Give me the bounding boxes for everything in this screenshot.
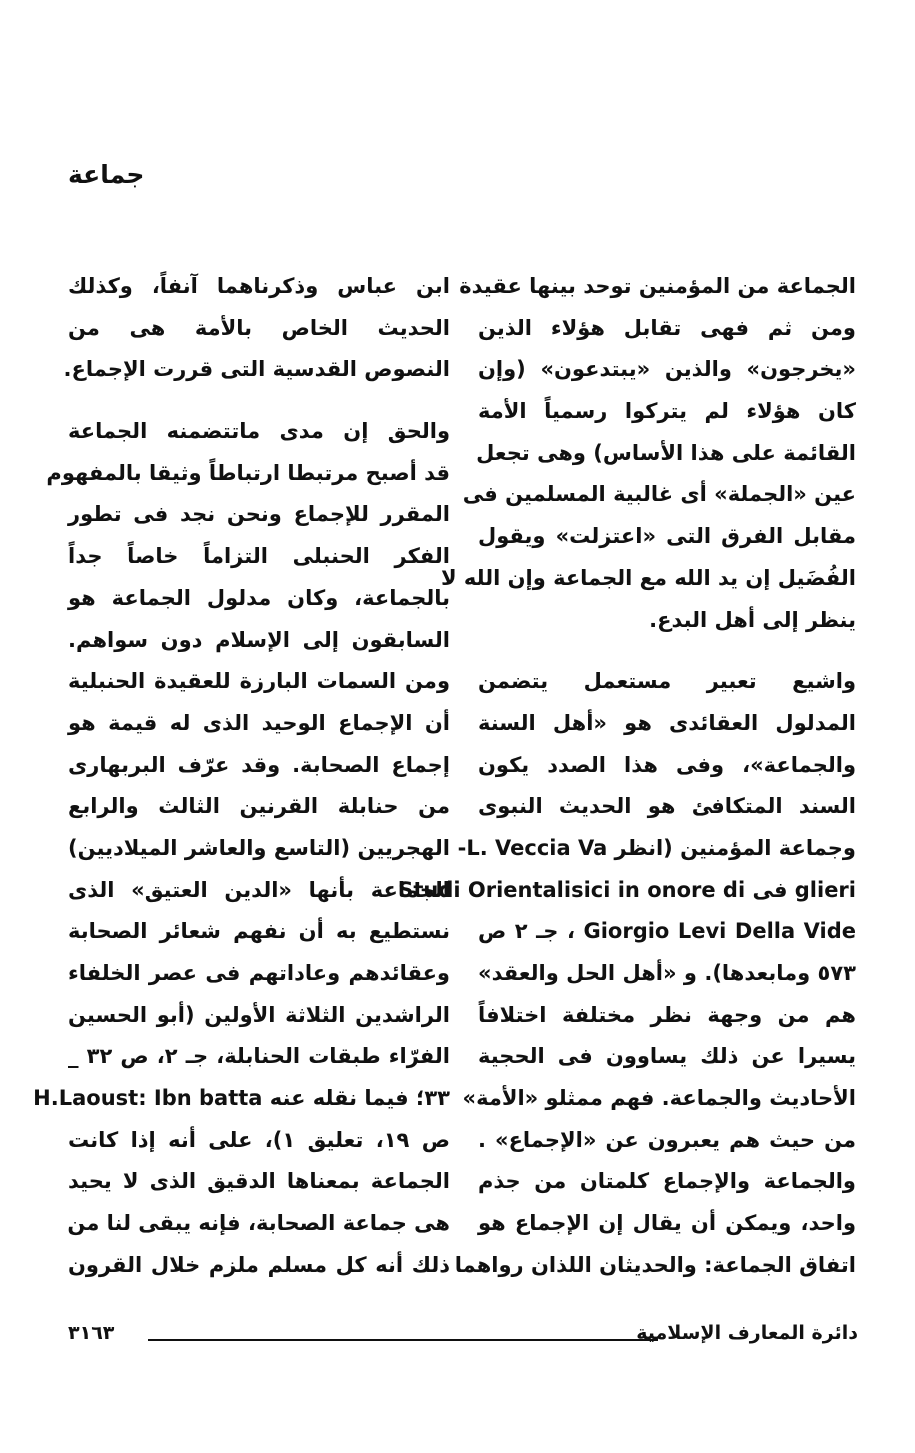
text-line: «يخرجون» والذين «يبتدعون» (وإن <box>478 357 856 382</box>
text-line: قد أصبح مرتبطا ارتباطاً وثيقا بالمفهوم <box>46 460 450 485</box>
left-paragraph-1 <box>63 266 450 391</box>
text-line: من حنابلة القرنين الثالث والرابع <box>68 794 450 819</box>
text-line: هى جماعة الصحابة، فإنه يبقى لنا من <box>67 1211 450 1236</box>
text-line: المقرر للإجماع ونحن نجد فى تطور <box>68 502 450 527</box>
text-line: النصوص القدسية التى قررت الإجماع. <box>63 357 450 382</box>
text-line: وجماعة المؤمنين (انظر L. Veccia Va- <box>457 835 856 860</box>
footer-divider <box>148 1339 658 1341</box>
text-line: الفُضَيل إن يد الله مع الجماعة وإن الله لا <box>440 565 856 590</box>
text-line: الحديث الخاص بالأمة هى من <box>68 315 450 340</box>
text-line: ٣٣؛ فيما نقله عنه H.Laoust: Ibn batta <box>33 1086 450 1111</box>
text-line: والجماعة والإجماع كلمتان من جذم <box>478 1169 856 1194</box>
text-line: أن الإجماع الوحيد الذى له قيمة هو <box>68 710 450 735</box>
text-line: هم من وجهة نظر مختلفة اختلافاً <box>478 1002 856 1027</box>
text-line: السند المتكافئ هو الحديث النبوى <box>478 794 856 819</box>
journal-title: دائرة المعارف الإسلامية <box>636 1322 858 1344</box>
text-line: من حيث هم يعبرون عن «الإجماع» . <box>478 1127 856 1152</box>
text-line: الجماعة بأنها «الدين العتيق» الذى <box>68 877 450 902</box>
text-line: ذلك أنه كل مسلم ملزم خلال القرون <box>68 1252 450 1277</box>
text-line: الفرّاء طبقات الحنابلة، جـ ٢، ص ٣٢ _ <box>68 1044 450 1069</box>
text-line: نستطيع به أن نفهم شعائر الصحابة <box>68 919 450 944</box>
left-paragraph-2 <box>33 411 450 1286</box>
text-line: كان هؤلاء لم يتركوا رسمياً الأمة <box>478 399 856 424</box>
page-number: ٣١٦٣ <box>68 1322 115 1344</box>
right-paragraph-1 <box>440 266 856 641</box>
text-line: واشيع تعبير مستعمل يتضمن <box>478 669 856 694</box>
text-line: الجماعة من المؤمنين توحد بينها عقيدة <box>459 274 856 298</box>
text-line: ص ١٩، تعليق ١)، على أنه إذا كانت <box>68 1127 450 1152</box>
text-line: الجماعة بمعناها الدقيق الذى لا يحيد <box>68 1169 450 1194</box>
text-line: ٥٧٣ ومابعدها). و «أهل الحل والعقد» <box>478 961 856 985</box>
page-footer <box>68 1322 858 1352</box>
text-line: الهجريين (التاسع والعاشر الميلاديين) <box>68 835 450 860</box>
text-line: والجماعة»، وفى هذا الصدد يكون <box>478 752 856 777</box>
text-line: glieri فى Studi Orientalisici in onore di <box>398 877 856 902</box>
text-line: السابقون إلى الإسلام دون سواهم. <box>68 627 450 652</box>
text-line: ومن السمات البارزة للعقيدة الحنبلية <box>68 669 450 694</box>
text-line: ابن عباس وذكرناهما آنفاً، وكذلك <box>68 274 450 298</box>
paragraph-gap <box>68 391 450 411</box>
text-line: الفكر الحنبلى التزاماً خاصاً جداً <box>68 544 450 569</box>
text-line: مقابل الفرق التى «اعتزلت» ويقول <box>478 524 856 549</box>
running-header: جماعة <box>68 160 145 189</box>
right-paragraph-2 <box>398 661 857 1286</box>
text-line: يسيرا عن ذلك يساوون فى الحجية <box>478 1044 856 1069</box>
text-line: المدلول العقائدى هو «أهل السنة <box>478 710 856 735</box>
text-line: عين «الجملة» أى غالبية المسلمين فى <box>462 482 856 507</box>
text-line: والحق إن مدى ماتتضمنه الجماعة <box>68 419 450 444</box>
paragraph-gap <box>478 641 856 661</box>
left-column <box>33 266 450 1287</box>
text-line: الراشدين الثلاثة الأولين (أبو الحسين <box>68 1002 450 1027</box>
text-line: الأحاديث والجماعة. فهم ممثلو «الأمة» <box>462 1086 856 1111</box>
text-line: ينظر إلى أهل البدع. <box>649 607 856 632</box>
text-line: اتفاق الجماعة: والحديثان اللذان رواهما <box>454 1252 856 1277</box>
text-line: ومن ثم فهى تقابل هؤلاء الذين <box>478 315 856 340</box>
text-line: القائمة على هذا الأساس) وهى تجعل <box>476 440 856 465</box>
text-line: وعقائدهم وعاداتهم فى عصر الخلفاء <box>68 961 450 985</box>
text-line: واحد، ويمكن أن يقال إن الإجماع هو <box>478 1211 856 1236</box>
text-line: إجماع الصحابة. وقد عرّف البربهارى <box>68 752 450 777</box>
right-column <box>398 266 857 1287</box>
text-line: Giorgio Levi Della Vide ، جـ ٢ ص <box>478 919 857 944</box>
text-line: بالجماعة، وكان مدلول الجماعة هو <box>68 585 450 610</box>
